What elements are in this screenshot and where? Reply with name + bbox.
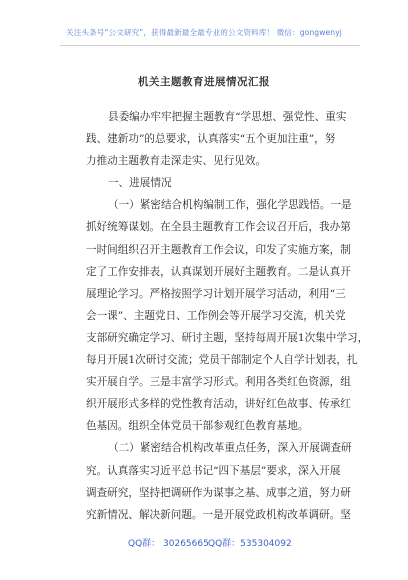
body-line: 力推动主题教育走深走实、见行见效。 [86,155,267,168]
body-line: 调查研究，坚持把调研作为谋事之基、成事之道，努力研 [86,486,351,499]
footer-qq-group-2: QQ群：535304092 [208,539,292,549]
header-banner: 关注头条号“公文研究”，获得最新最全最专业的公文资料库！ 微信：gongwenyj [66,28,342,37]
body-line: 践、建新功”的总要求，认真落实“五个更加注重”，努 [86,133,336,146]
body-line: 县委编办牢牢把握主题教育“学思想、强党性、重实 [108,111,347,123]
body-line: 会一课”、主题党日、工作例会等开展学习交流，机关党 [86,309,346,322]
body-line: 一、进展情况 [108,177,172,190]
body-line: 抓好统筹谋划。在全县主题教育工作会议召开后，我办第 [86,221,351,234]
body-line: 展理论学习。严格按照学习计划开展学习活动，利用“三 [86,287,346,300]
body-line: 色基因。组织全体党员干部参观红色教育基地。 [86,420,309,433]
body-line: 支部研究确定学习、研讨主题，坚持每周开展1次集中学习， [86,331,369,344]
body-line: 究。认真落实习近平总书记“四下基层”要求，深入开展 [86,464,341,477]
body-line: 织开展形式多样的党性教育活动，讲好红色故事、传承红 [86,398,351,411]
body-line: 究新情况、解决新问题。一是开展党政机构改革调研。坚 [86,508,351,521]
document-title: 机关主题教育进展情况汇报 [138,76,270,88]
body-line: 每月开展1次研讨交流；党员干部制定个人自学计划表，扎 [86,354,358,367]
body-line: （一）紧密结合机构编制工作，强化学思践悟。一是 [108,199,352,212]
body-line: 一时间组织召开主题教育工作会议，印发了实施方案，制 [86,243,351,256]
body-line: （二）紧密结合机构改革重点任务，深入开展调查研 [108,442,352,455]
body-line: 定了工作安排表，认真谋划开展好主题教育。二是认真开 [86,265,351,278]
header-divider [60,45,360,46]
body-line: 实开展自学。三是丰富学习形式。利用各类红色资源，组 [86,376,351,389]
footer-qq-group-1: QQ群： 30265665 [128,539,209,549]
document-body [86,106,369,526]
